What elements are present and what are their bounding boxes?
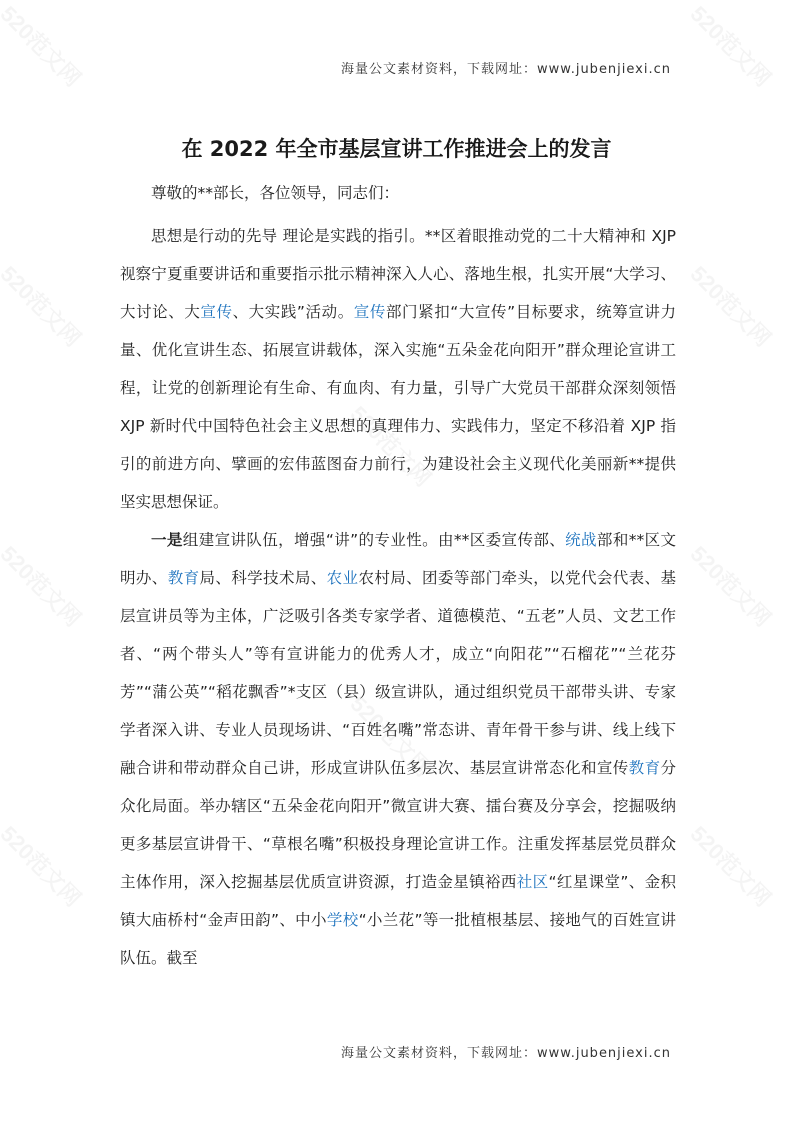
- text-run: 思想是行动的先导 理论是实践的指引。**区着眼推动党的二十大精神和 XJP 视察宁夏重要讲话和重要指示批示精神深入人心、落地生根，扎实开展“大学习、大讨论、大: [120, 227, 676, 321]
- watermark: [0, 818, 89, 913]
- text-run: “小兰花”等一批植根基层、接地气的百姓宣讲队伍。截至: [120, 911, 676, 967]
- text-run: 分众化局面。举办辖区“五朵金花向阳开”微宣讲大赛、擂台赛及分享会，挖掘吸纳更多基层宣讲骨干、“草根名嘴”积极投身理论宣讲工作。注重发挥基层党员群众主体作用，深入挖掘基层优质宣讲资源，打造金星镇裕西: [120, 759, 676, 891]
- page-header: 海量公文素材资料，下载网址：www.jubenjiexi.cn: [341, 62, 671, 77]
- keyword-link[interactable]: 社区: [516, 873, 549, 891]
- paragraph-point-one: [120, 521, 676, 977]
- text-run: 局、科学技术局、: [199, 569, 327, 587]
- keyword-link[interactable]: 宣传: [353, 303, 386, 321]
- point-lead: 一是: [151, 531, 183, 549]
- watermark: [0, 538, 89, 633]
- salutation: 尊敬的**部长，各位领导，同志们：: [151, 184, 400, 202]
- watermark: [684, 0, 779, 93]
- keyword-link[interactable]: 农业: [326, 569, 359, 587]
- text-run: “红星课堂”、金积镇大庙桥村“金声田韵”、中小: [120, 873, 676, 929]
- watermark: [684, 258, 779, 353]
- text-run: 、大实践”活动。: [232, 303, 354, 321]
- text-run: 部和**区文明办、: [120, 531, 676, 587]
- keyword-link[interactable]: 宣传: [200, 303, 233, 321]
- keyword-link[interactable]: 教育: [628, 759, 661, 777]
- page-footer: 海量公文素材资料，下载网址：www.jubenjiexi.cn: [341, 1046, 671, 1061]
- text-run: 组建宣讲队伍，增强“讲”的专业性。由**区委宣传部、: [182, 531, 566, 549]
- text-run: 部门紧扣“大宣传”目标要求，统筹宣讲力量、优化宣讲生态、拓展宣讲载体，深入实施“五朵金花向阳开”群众理论宣讲工程，让党的创新理论有生命、有血肉、有力量，引导广大党员干部群众深刻领悟 XJP 新时代中国特色社会主义思想的真理伟力、实践伟力，坚定不移沿着 XJP 指引的前进方向、擘画的宏伟蓝图奋力前行，为建设社会主义现代化美丽新**提供坚实思想保证。: [120, 303, 676, 511]
- keyword-link[interactable]: 学校: [326, 911, 359, 929]
- watermark: [0, 0, 89, 93]
- watermark: [684, 538, 779, 633]
- paragraph-intro: [120, 217, 676, 521]
- keyword-link[interactable]: 教育: [167, 569, 200, 587]
- text-run: 农村局、团委等部门牵头，以党代会代表、基层宣讲员等为主体，广泛吸引各类专家学者、道德模范、“五老”人员、文艺工作者、“两个带头人”等有宣讲能力的优秀人才，成立“向阳花”“石榴花”“兰花芬芳”“蒲公英”“稻花飘香”*支区（县）级宣讲队，通过组织党员干部带头讲、专家学者深入讲、专业人员现场讲、“百姓名嘴”常态讲、青年骨干参与讲、线上线下融合讲和带动群众自己讲，形成宣讲队伍多层次、基层宣讲常态化和宣传: [120, 569, 676, 777]
- watermark: [0, 258, 89, 353]
- document-body: [120, 179, 676, 977]
- keyword-link[interactable]: 统战: [565, 531, 597, 549]
- watermark: [684, 818, 779, 913]
- document-title: 在 2022 年全市基层宣讲工作推进会上的发言: [181, 137, 612, 161]
